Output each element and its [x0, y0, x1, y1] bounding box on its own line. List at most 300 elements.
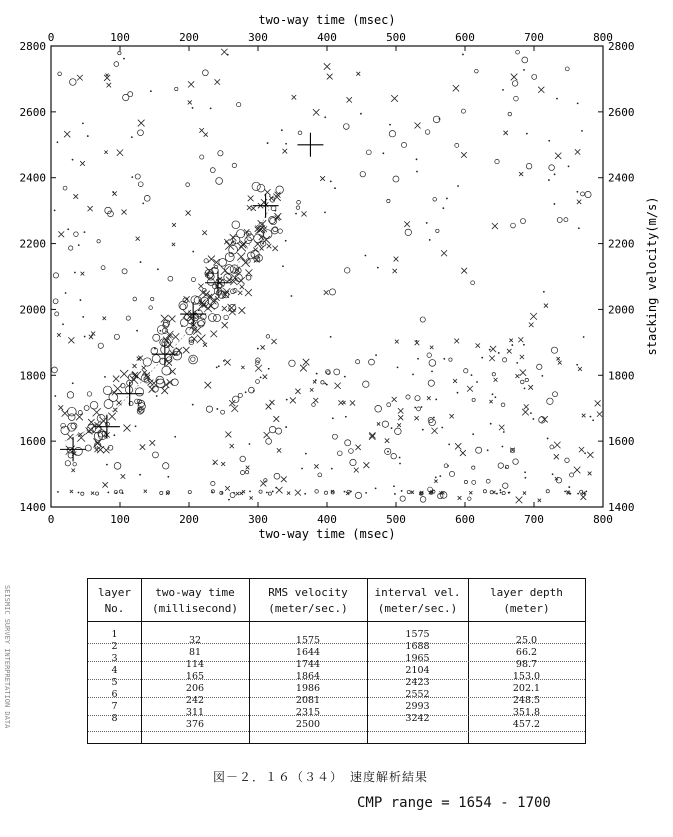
scatter-cross — [310, 388, 313, 391]
scatter-circle — [55, 312, 59, 316]
scatter-circle — [274, 473, 280, 479]
scatter-dot — [457, 392, 459, 394]
y-tick-label-right: 1800 — [608, 369, 635, 383]
scatter-cross — [579, 447, 584, 452]
scatter-cross — [277, 448, 281, 452]
scatter-cross — [350, 400, 355, 405]
scatter-circle — [114, 334, 119, 339]
scatter-cross — [530, 313, 537, 320]
scatter-circle — [551, 347, 557, 353]
scatter-cross — [224, 359, 230, 365]
scatter-cross — [538, 87, 544, 93]
scatter-circle — [152, 452, 158, 458]
scatter-dot — [500, 492, 502, 494]
y-tick-label-left: 2600 — [19, 105, 46, 119]
scatter-cross — [522, 409, 529, 416]
scatter-dot — [499, 489, 501, 491]
scatter-cross — [398, 415, 403, 420]
scatter-circle — [138, 182, 143, 187]
scatter-circle — [237, 102, 241, 106]
scatter-dot — [228, 499, 230, 501]
scatter-cross — [391, 95, 398, 102]
scatter-cross — [554, 454, 559, 459]
scatter-circle — [157, 325, 166, 334]
scatter-cross — [225, 486, 230, 491]
scatter-cross — [104, 75, 110, 81]
scatter-dot — [576, 364, 578, 366]
scatter-cross — [261, 199, 267, 205]
side-margin-text: SEISMIC SURVEY INTERPRETATION DATA — [3, 585, 11, 729]
scatter-circle — [565, 458, 570, 463]
scatter-circle — [61, 423, 66, 428]
scatter-dot — [417, 358, 419, 360]
scatter-circle — [63, 186, 67, 190]
scatter-circle — [511, 223, 516, 228]
scatter-cross — [577, 200, 581, 204]
scatter-circle — [417, 407, 421, 411]
scatter-circle — [490, 491, 493, 494]
scatter-circle — [135, 174, 140, 179]
scatter-circle — [229, 304, 236, 311]
scatter-cross — [241, 258, 249, 266]
scatter-circle — [406, 395, 410, 399]
scatter-cross — [303, 359, 310, 366]
scatter-cross — [324, 63, 330, 69]
scatter-cross — [509, 339, 512, 342]
table-cell: 351.8 — [512, 707, 541, 718]
scatter-cross — [105, 73, 108, 76]
scatter-cross — [282, 149, 287, 154]
scatter-cross — [161, 315, 169, 323]
scatter-dot — [285, 426, 287, 428]
scatter-cross — [230, 234, 237, 241]
scatter-circle — [502, 358, 506, 362]
scatter-dot — [67, 228, 69, 230]
scatter-dot — [439, 475, 441, 477]
velocity-pick-marker — [60, 437, 86, 461]
scatter-circle — [532, 74, 537, 79]
scatter-cross — [544, 304, 548, 308]
scatter-cross — [469, 491, 472, 494]
scatter-cross — [112, 191, 116, 195]
scatter-circle — [436, 229, 439, 232]
scatter-circle — [189, 355, 198, 364]
scatter-cross — [511, 74, 518, 81]
scatter-cross — [295, 490, 301, 496]
plot-frame — [51, 46, 603, 507]
x-tick-label-bottom: 300 — [248, 513, 268, 526]
scatter-cross — [580, 494, 586, 500]
scatter-dot — [365, 255, 367, 257]
scatter-circle — [492, 373, 495, 376]
table-cell: 2552 — [405, 689, 430, 700]
scatter-cross — [327, 74, 333, 80]
scatter-cross — [427, 396, 431, 400]
scatter-circle — [53, 273, 58, 278]
scatter-dot — [330, 181, 332, 183]
scatter-dot — [159, 330, 161, 332]
scatter-cross — [57, 333, 61, 337]
scatter-circle — [315, 490, 319, 494]
scatter-marks — [52, 49, 603, 503]
scatter-cross — [398, 408, 403, 413]
scatter-circle — [224, 315, 229, 320]
scatter-cross — [240, 285, 244, 289]
scatter-dot — [447, 465, 449, 467]
table-cell: 114 — [185, 659, 205, 670]
scatter-cross — [202, 230, 207, 235]
scatter-cross — [138, 356, 143, 361]
scatter-cross — [392, 397, 397, 402]
scatter-dot — [245, 391, 247, 393]
scatter-cross — [130, 376, 138, 384]
header-layer: layer No. — [97, 586, 132, 615]
scatter-dot — [72, 382, 74, 384]
scatter-dot — [332, 417, 334, 419]
scatter-dot — [326, 384, 328, 386]
scatter-circle — [516, 50, 520, 54]
scatter-circle — [585, 191, 591, 197]
scatter-dot — [365, 492, 367, 494]
scatter-circle — [95, 492, 98, 495]
axis-ticks — [20, 31, 635, 526]
scatter-dot — [568, 486, 570, 488]
scatter-cross — [186, 210, 191, 215]
scatter-dot — [304, 493, 306, 495]
scatter-cross — [507, 349, 512, 354]
scatter-dot — [524, 387, 526, 389]
scatter-cross — [276, 487, 283, 494]
scatter-cross — [575, 149, 580, 154]
table-cell: 2500 — [295, 719, 321, 730]
scatter-circle — [216, 178, 223, 185]
scatter-circle — [58, 72, 62, 76]
scatter-cross — [132, 364, 136, 368]
scatter-dot — [394, 493, 396, 495]
scatter-cross — [320, 176, 325, 181]
y-tick-label-right: 2800 — [608, 40, 635, 53]
scatter-circle — [455, 143, 459, 147]
x-tick-label-top: 500 — [386, 31, 406, 44]
table-cell: 3 — [111, 653, 118, 664]
scatter-dot — [399, 463, 401, 465]
x-tick-label-bottom: 100 — [110, 513, 130, 526]
scatter-cross — [355, 445, 360, 450]
scatter-circle — [69, 246, 73, 250]
table-cell: 165 — [185, 671, 205, 682]
scatter-cross — [404, 221, 410, 227]
scatter-dot — [397, 366, 399, 368]
scatter-cross — [518, 337, 523, 342]
x-tick-label-top: 600 — [455, 31, 475, 44]
scatter-cross — [515, 374, 519, 378]
scatter-circle — [393, 176, 399, 182]
scatter-dot — [267, 142, 269, 144]
x-tick-label-top: 200 — [179, 31, 199, 44]
scatter-cross — [229, 400, 235, 406]
scatter-cross — [449, 414, 453, 418]
scatter-circle — [191, 277, 195, 281]
table-cell: 2081 — [295, 695, 321, 706]
y-tick-label-right: 1600 — [608, 435, 635, 449]
scatter-circle — [221, 410, 225, 414]
scatter-dot — [462, 54, 464, 56]
header-time: two-way time (millisecond) — [151, 586, 239, 615]
scatter-circle — [257, 184, 265, 192]
scatter-cross — [250, 496, 253, 499]
scatter-cross — [520, 369, 526, 375]
scatter-cross — [144, 490, 147, 493]
scatter-cross — [272, 246, 277, 251]
table-cell: 2104 — [405, 665, 430, 676]
scatter-cross — [238, 291, 242, 295]
scatter-circle — [425, 130, 430, 135]
scatter-dot — [435, 476, 437, 478]
scatter-circle — [276, 428, 282, 434]
scatter-cross — [241, 366, 244, 369]
scatter-circle — [191, 357, 196, 362]
scatter-circle — [246, 259, 250, 263]
scatter-dot — [331, 468, 333, 470]
scatter-cross — [574, 467, 581, 474]
scatter-cross — [461, 268, 467, 274]
scatter-dot — [391, 427, 393, 429]
scatter-dot — [249, 490, 251, 492]
scatter-cross — [476, 343, 480, 347]
scatter-circle — [84, 405, 89, 410]
scatter-dot — [113, 434, 115, 436]
scatter-cross — [103, 317, 107, 321]
scatter-circle — [232, 221, 240, 229]
scatter-circle — [553, 392, 558, 397]
scatter-dot — [585, 490, 587, 492]
scatter-circle — [65, 461, 70, 466]
scatter-cross — [58, 231, 64, 237]
scatter-circle — [501, 403, 505, 407]
scatter-cross — [208, 256, 215, 263]
scatter-circle — [85, 445, 91, 451]
table-cell: 1575 — [405, 629, 430, 640]
table-cell: 98.7 — [515, 659, 538, 670]
table-cell: 457.2 — [512, 719, 541, 730]
scatter-circle — [513, 459, 519, 465]
scatter-dot — [78, 244, 80, 246]
scatter-circle — [266, 438, 272, 444]
scatter-cross — [461, 152, 467, 158]
scatter-circle — [225, 265, 234, 274]
scatter-circle — [87, 392, 91, 396]
scatter-circle — [202, 70, 208, 76]
scatter-cross — [490, 346, 496, 352]
scatter-cross — [415, 122, 421, 128]
scatter-circle — [149, 306, 153, 310]
scatter-cross — [64, 131, 70, 137]
scatter-circle — [476, 447, 482, 453]
scatter-dot — [433, 417, 435, 419]
scatter-cross — [538, 499, 541, 502]
scatter-cross — [246, 466, 250, 470]
scatter-cross — [117, 150, 123, 156]
scatter-dot — [553, 203, 555, 205]
table-cell: 6 — [111, 689, 118, 700]
scatter-dot — [435, 399, 437, 401]
scatter-cross — [224, 239, 229, 244]
scatter-cross — [71, 469, 75, 473]
scatter-dot — [547, 438, 549, 440]
scatter-cross — [377, 422, 380, 425]
scatter-circle — [67, 392, 74, 399]
velocity-table — [87, 578, 586, 744]
scatter-circle — [210, 168, 215, 173]
scatter-circle — [521, 219, 526, 224]
scatter-dot — [136, 330, 138, 332]
scatter-cross — [519, 172, 523, 176]
scatter-cross — [166, 360, 172, 366]
scatter-cross — [295, 389, 300, 394]
scatter-cross — [172, 223, 176, 227]
scatter-dot — [503, 431, 505, 433]
scatter-cross — [313, 109, 319, 115]
scatter-circle — [240, 456, 246, 462]
scatter-dot — [157, 268, 159, 270]
scatter-circle — [483, 490, 486, 493]
scatter-circle — [163, 463, 169, 469]
scatter-circle — [526, 163, 532, 169]
scatter-dot — [554, 173, 556, 175]
scatter-cross — [237, 253, 245, 261]
scatter-dot — [530, 412, 532, 414]
scatter-circle — [266, 335, 270, 339]
scatter-cross — [441, 250, 447, 256]
scatter-circle — [256, 358, 261, 363]
x-tick-label-bottom: 500 — [386, 513, 406, 526]
scatter-cross — [107, 83, 112, 88]
scatter-circle — [118, 51, 121, 54]
x-tick-label-top: 0 — [47, 31, 55, 44]
scatter-circle — [138, 130, 144, 136]
scatter-cross — [113, 408, 117, 412]
scatter-circle — [514, 96, 519, 101]
scatter-dot — [569, 493, 571, 495]
scatter-dot — [498, 352, 500, 354]
scatter-circle — [68, 414, 75, 421]
scatter-dot — [568, 165, 570, 167]
table-cell: 2 — [111, 641, 118, 652]
table-cell: 81 — [188, 647, 202, 658]
scatter-dot — [316, 373, 318, 375]
table-cell: 4 — [111, 665, 118, 676]
scatter-circle — [68, 407, 77, 416]
scatter-cross — [161, 387, 168, 394]
scatter-dot — [414, 407, 416, 409]
scatter-cross — [460, 450, 466, 456]
scatter-dot — [590, 416, 592, 418]
y-tick-label-left: 2000 — [19, 303, 46, 317]
scatter-cross — [273, 416, 279, 422]
scatter-circle — [345, 440, 351, 446]
scatter-circle — [74, 232, 79, 237]
table-cell: 8 — [111, 713, 118, 724]
scatter-cross — [523, 491, 526, 494]
scatter-dot — [104, 376, 106, 378]
scatter-cross — [347, 97, 352, 102]
scatter-dot — [389, 124, 391, 126]
scatter-circle — [143, 358, 151, 366]
scatter-dot — [516, 362, 518, 364]
scatter-circle — [312, 403, 316, 407]
scatter-circle — [508, 112, 512, 116]
scatter-dot — [315, 379, 317, 381]
scatter-dot — [249, 443, 251, 445]
scatter-cross — [230, 444, 234, 448]
scatter-dot — [285, 143, 287, 145]
scatter-dot — [72, 159, 74, 161]
scatter-dot — [80, 299, 82, 301]
cmp-range: CMP range = 1654 - 1700 — [357, 795, 551, 811]
scatter-dot — [305, 453, 307, 455]
scatter-dot — [584, 452, 586, 454]
scatter-dot — [543, 291, 545, 293]
scatter-circle — [472, 398, 475, 401]
scatter-circle — [128, 92, 133, 97]
scatter-circle — [296, 206, 300, 210]
scatter-circle — [495, 159, 499, 163]
scatter-dot — [442, 207, 444, 209]
scatter-circle — [153, 334, 160, 341]
scatter-circle — [329, 289, 335, 295]
scatter-circle — [564, 218, 568, 222]
scatter-dot — [115, 492, 117, 494]
scatter-dot — [581, 130, 583, 132]
scatter-dot — [257, 348, 259, 350]
scatter-cross — [142, 370, 147, 375]
scatter-dot — [431, 370, 433, 372]
y-tick-label-right: 2400 — [608, 171, 635, 185]
scatter-dot — [213, 463, 215, 465]
scatter-dot — [260, 377, 262, 379]
scatter-circle — [326, 369, 331, 374]
scatter-dot — [286, 399, 288, 401]
scatter-dot — [426, 222, 428, 224]
scatter-dot — [443, 358, 445, 360]
table-cell: 311 — [185, 707, 205, 718]
scatter-circle — [70, 79, 77, 86]
scatter-dot — [401, 490, 403, 492]
time-column — [141, 635, 249, 731]
scatter-dot — [526, 133, 528, 135]
scatter-circle — [400, 496, 405, 501]
scatter-cross — [264, 432, 270, 438]
scatter-dot — [192, 251, 194, 253]
table-cell: 5 — [111, 677, 118, 688]
scatter-dot — [150, 90, 152, 92]
scatter-dot — [87, 135, 89, 137]
scatter-circle — [387, 199, 390, 202]
scatter-dot — [421, 406, 423, 408]
scatter-dot — [142, 202, 144, 204]
scatter-circle — [324, 491, 327, 494]
scatter-cross — [172, 333, 179, 340]
x-tick-label-bottom: 400 — [317, 513, 337, 526]
scatter-circle — [395, 428, 402, 435]
scatter-cross — [354, 468, 359, 473]
scatter-cross — [494, 378, 498, 382]
scatter-cross — [204, 133, 208, 137]
scatter-cross — [430, 346, 433, 349]
scatter-dot — [382, 152, 384, 154]
y-tick-label-right: 2200 — [608, 237, 635, 251]
y-tick-label-left: 1400 — [19, 501, 46, 514]
